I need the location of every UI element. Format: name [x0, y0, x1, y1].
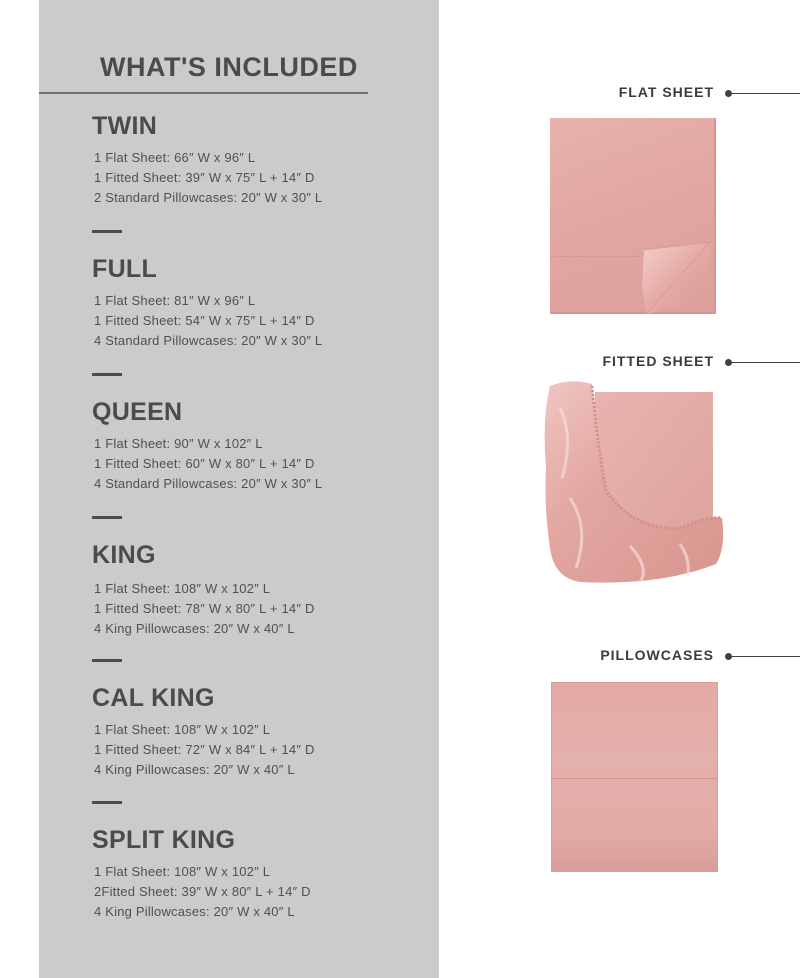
size-item-fitted-sheet: 1 Fitted Sheet: 78″ W x 80″ L + 14″ D [94, 601, 315, 616]
size-item-list [92, 579, 422, 639]
size-section-split-king [92, 826, 422, 922]
size-item-list [92, 434, 422, 494]
size-item-pillowcases: 4 King Pillowcases: 20″ W x 40″ L [94, 621, 295, 636]
size-item-flat-sheet: 1 Flat Sheet: 90″ W x 102″ L [94, 436, 263, 451]
fitted-sheet-graphic [540, 378, 725, 586]
size-heading: FULL [92, 255, 158, 283]
size-section-full [92, 255, 422, 351]
callout-line [729, 93, 800, 94]
product-label-flat-sheet: FLAT SHEET [618, 84, 714, 100]
flat-sheet-image [550, 118, 716, 314]
callout-line [729, 362, 800, 363]
header-divider [39, 92, 368, 94]
size-section-queen [92, 398, 422, 494]
size-item-flat-sheet: 1 Flat Sheet: 108″ W x 102″ L [94, 722, 271, 737]
size-item-list [92, 862, 422, 922]
product-label-pillowcases: PILLOWCASES [600, 647, 714, 663]
size-item-flat-sheet: 1 Flat Sheet: 66″ W x 96″ L [94, 150, 256, 165]
size-item-pillowcases: 4 Standard Pillowcases: 20″ W x 30″ L [94, 476, 323, 491]
callout-connector [725, 653, 800, 661]
callout-connector [725, 90, 800, 98]
section-divider [92, 373, 122, 376]
folded-corner-icon [550, 118, 716, 314]
size-item-fitted-sheet: 1 Fitted Sheet: 39″ W x 75″ L + 14″ D [94, 170, 315, 185]
page-title: WHAT'S INCLUDED [100, 52, 358, 82]
size-heading: SPLIT KING [92, 826, 236, 854]
fitted-sheet-image [540, 378, 725, 586]
size-item-fitted-sheet: 2Fitted Sheet: 39″ W x 80″ L + 14″ D [94, 884, 311, 899]
callout-connector [725, 359, 800, 367]
size-item-fitted-sheet: 1 Fitted Sheet: 54″ W x 75″ L + 14″ D [94, 313, 315, 328]
size-item-pillowcases: 4 Standard Pillowcases: 20″ W x 30″ L [94, 333, 323, 348]
section-divider [92, 659, 122, 662]
size-section-cal-king [92, 684, 422, 780]
size-section-king [92, 541, 422, 639]
size-item-list [92, 291, 422, 351]
size-section-twin [92, 112, 422, 208]
size-heading: QUEEN [92, 398, 183, 426]
section-divider [92, 230, 122, 233]
size-item-pillowcases: 4 King Pillowcases: 20″ W x 40″ L [94, 904, 295, 919]
size-item-pillowcases: 2 Standard Pillowcases: 20″ W x 30″ L [94, 190, 323, 205]
section-divider [92, 801, 122, 804]
size-item-flat-sheet: 1 Flat Sheet: 108″ W x 102″ L [94, 864, 271, 879]
callout-line [729, 656, 800, 657]
section-divider [92, 516, 122, 519]
size-heading: TWIN [92, 112, 158, 140]
size-item-flat-sheet: 1 Flat Sheet: 81″ W x 96″ L [94, 293, 256, 308]
size-heading: CAL KING [92, 684, 215, 712]
pillowcase-image [551, 682, 718, 872]
size-heading: KING [92, 541, 156, 569]
size-item-fitted-sheet: 1 Fitted Sheet: 72″ W x 84″ L + 14″ D [94, 742, 315, 757]
size-item-pillowcases: 4 King Pillowcases: 20″ W x 40″ L [94, 762, 295, 777]
size-item-fitted-sheet: 1 Fitted Sheet: 60″ W x 80″ L + 14″ D [94, 456, 315, 471]
hem-seam [551, 778, 718, 779]
product-label-fitted-sheet: FITTED SHEET [602, 353, 714, 369]
size-item-list [92, 720, 422, 780]
size-item-flat-sheet: 1 Flat Sheet: 108″ W x 102″ L [94, 581, 271, 596]
size-item-list [92, 148, 422, 208]
